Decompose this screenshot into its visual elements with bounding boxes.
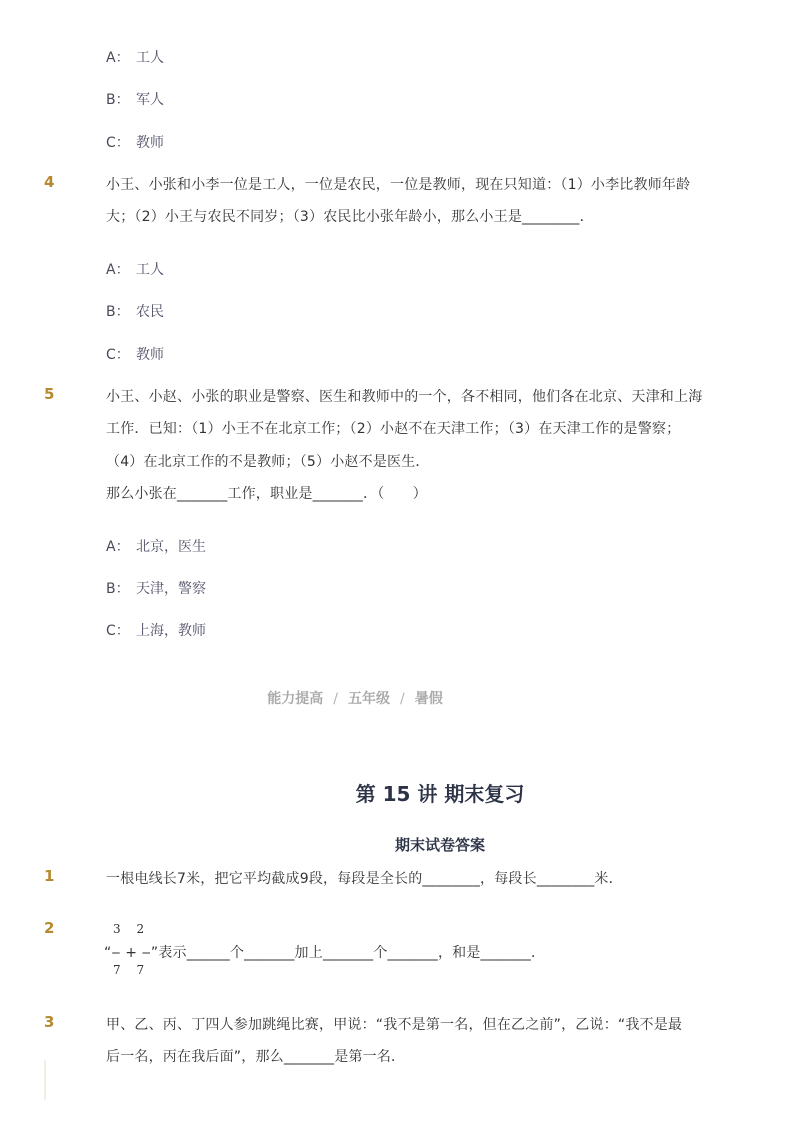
question-text-line: 那么小张在_______工作，职业是_______．（ ）	[106, 486, 427, 502]
q5-option-c[interactable]	[106, 620, 206, 640]
question-text-line: 工作．已知：（1）小王不在北京工作；（2）小赵不在天津工作；（3）在天津工作的是警察；	[106, 421, 681, 437]
fraction-denominators: 7 7	[113, 963, 145, 977]
footer-part: 暑假	[414, 691, 443, 707]
question-text-line: 大；（2）小王与农民不同岁；（3）农民比小张年龄小，那么小王是________．	[106, 209, 594, 225]
q3-option-b[interactable]	[106, 89, 164, 109]
option-letter: A：	[106, 539, 130, 555]
option-text: 天津，警察	[136, 581, 206, 597]
question-number: 2	[44, 919, 55, 937]
question-number: 4	[44, 173, 55, 191]
footer-separator: /	[400, 691, 405, 707]
option-letter: C：	[106, 135, 130, 151]
option-text: 军人	[136, 92, 164, 108]
option-text: 教师	[136, 347, 164, 363]
question-text-line: 一根电线长7米，把它平均截成9段，每段是全长的________，每段长________米．	[106, 871, 623, 887]
option-text: 农民	[136, 304, 164, 320]
q3-option-c[interactable]	[106, 132, 164, 152]
footer-part: 五年级	[348, 691, 390, 707]
option-text: 工人	[136, 262, 164, 278]
question-text-line: 小王、小张和小李一位是工人，一位是农民，一位是教师，现在只知道：（1）小李比教师年龄	[106, 177, 691, 193]
q4-option-b[interactable]	[106, 301, 164, 321]
q4-option-c[interactable]	[106, 344, 164, 364]
option-text: 上海，教师	[136, 623, 206, 639]
option-letter: A：	[106, 50, 130, 66]
lecture-title: 第 15 讲 期末复习	[355, 782, 525, 806]
fraction-numerators: 3 2	[113, 922, 145, 936]
option-text: 教师	[136, 135, 164, 151]
section-title: 期末试卷答案	[394, 836, 485, 854]
footer-separator: /	[333, 691, 338, 707]
question-number: 5	[44, 385, 55, 403]
q5-option-a[interactable]	[106, 536, 206, 556]
option-letter: C：	[106, 347, 130, 363]
q3-option-a[interactable]	[106, 47, 164, 67]
question-text-line: 后一名，丙在我后面”，那么_______是第一名．	[106, 1049, 406, 1065]
option-letter: B：	[106, 304, 130, 320]
footer-part: 能力提高	[267, 691, 324, 707]
q4-option-a[interactable]	[106, 259, 164, 279]
q5-option-b[interactable]	[106, 578, 206, 598]
option-letter: B：	[106, 581, 130, 597]
question-number: 3	[44, 1013, 55, 1031]
option-letter: A：	[106, 262, 130, 278]
question-text-line: （4）在北京工作的不是教师；（5）小赵不是医生．	[106, 454, 430, 470]
option-letter: C：	[106, 623, 130, 639]
question-text-line: 甲、乙、丙、丁四人参加跳绳比赛，甲说：“我不是第一名，但在乙之前”，乙说：“我不是最	[106, 1017, 683, 1033]
question-text-line: 小王、小赵、小张的职业是警察、医生和教师中的一个，各不相同，他们各在北京、天津和上海	[106, 389, 703, 405]
page-footer	[0, 688, 710, 708]
margin-rule	[44, 1060, 46, 1100]
option-text: 工人	[136, 50, 164, 66]
question-text-line: “‒ + ‒”表示______个_______加上_______个_______，和是_______．	[104, 945, 546, 961]
question-number: 1	[44, 867, 55, 885]
option-letter: B：	[106, 92, 130, 108]
option-text: 北京，医生	[136, 539, 206, 555]
